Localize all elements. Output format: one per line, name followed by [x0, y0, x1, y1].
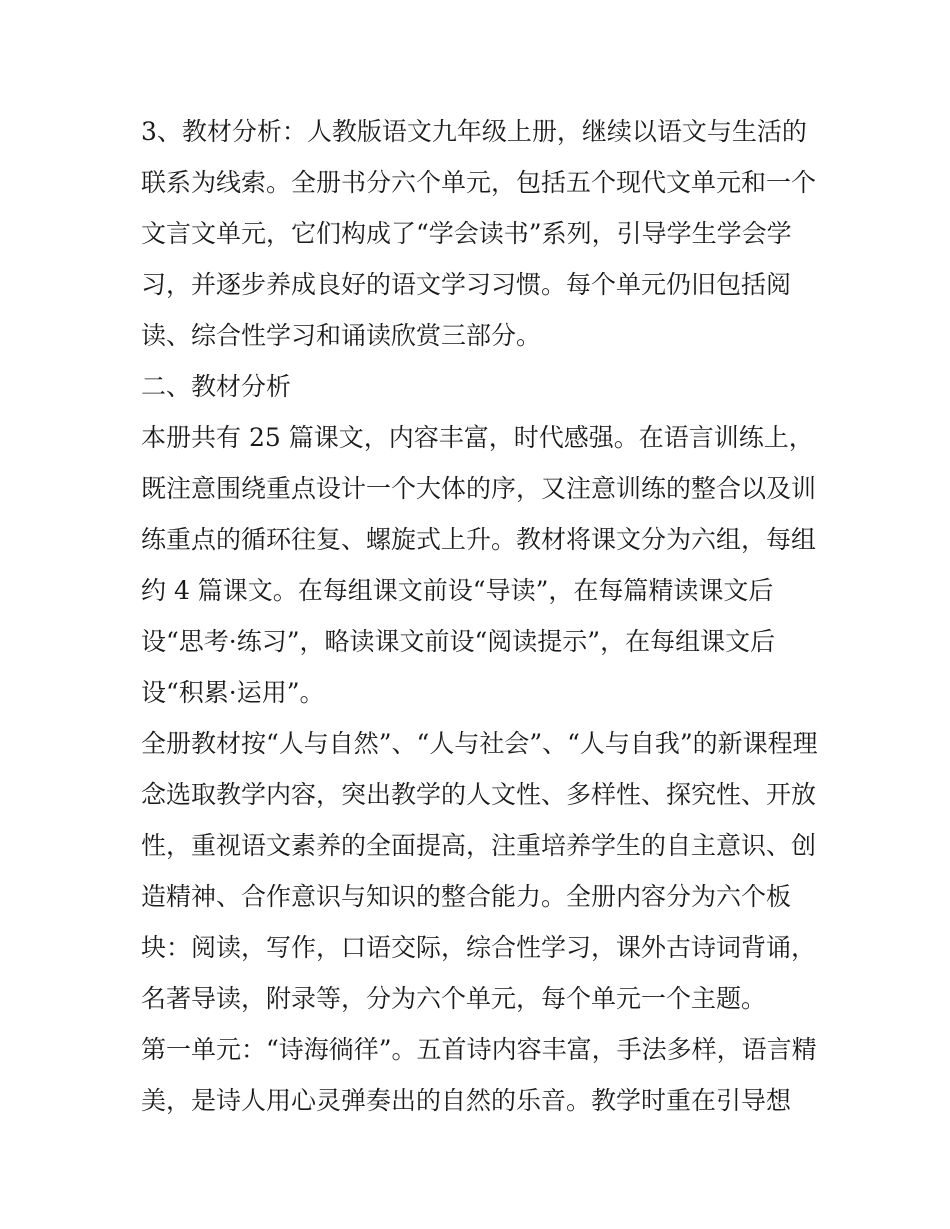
document-body: [141, 106, 821, 1126]
text-line: 文言文单元，它们构成了“学会读书”系列，引导学生学会学: [141, 219, 792, 248]
section-heading: 二、教材分析: [141, 372, 292, 401]
text-line: 练重点的循环往复、螺旋式上升。教材将课文分为六组，每组: [141, 525, 817, 554]
text-line: 既注意围绕重点设计一个大体的序，又注意训练的整合以及训: [141, 474, 817, 503]
text-line: 联系为线索。全册书分六个单元，包括五个现代文单元和一个: [141, 168, 817, 197]
text-line: 块：阅读，写作，口语交际，综合性学习，课外古诗词背诵，: [141, 933, 817, 962]
text-line: 设“积累·运用”。: [141, 678, 325, 707]
text-line: 约 4 篇课文。在每组课文前设“导读”，在每篇精读课文后: [141, 576, 774, 605]
text-line: 读、综合性学习和诵读欣赏三部分。: [141, 321, 542, 350]
text-line: 3、教材分析：人教版语文九年级上册，继续以语文与生活的: [141, 117, 807, 146]
text-line: 造精神、合作意识与知识的整合能力。全册内容分为六个板: [141, 882, 792, 911]
text-line: 念选取教学内容，突出教学的人文性、多样性、探究性、开放: [141, 780, 817, 809]
text-line: 习，并逐步养成良好的语文学习习惯。每个单元仍旧包括阅: [141, 270, 792, 299]
text-line: 第一单元：“诗海徜徉”。五首诗内容丰富，手法多样，语言精: [141, 1035, 817, 1064]
text-line: 美，是诗人用心灵弹奏出的自然的乐音。教学时重在引导想: [141, 1086, 792, 1115]
text-line: 设“思考·练习”，略读课文前设“阅读提示”，在每组课文后: [141, 627, 776, 656]
text-line: 全册教材按“人与自然”、“人与社会”、“人与自我”的新课程理: [141, 729, 818, 758]
text-line: 名著导读，附录等，分为六个单元，每个单元一个主题。: [141, 984, 767, 1013]
text-line: 本册共有 25 篇课文，内容丰富，时代感强。在语言训练上，: [141, 423, 814, 452]
text-line: 性，重视语文素养的全面提高，注重培养学生的自主意识、创: [141, 831, 817, 860]
